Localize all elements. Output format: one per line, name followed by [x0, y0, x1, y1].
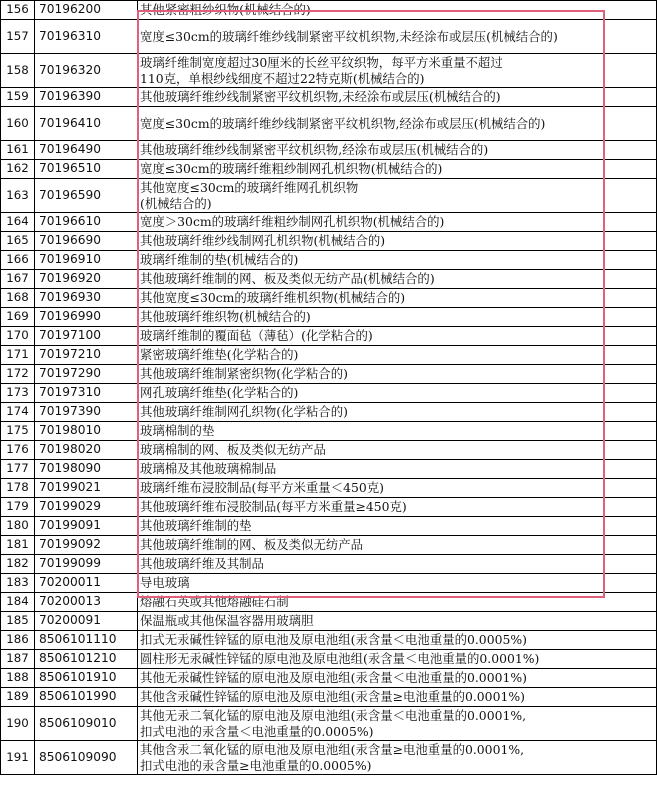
hs-code-cell: 8506101210 — [35, 650, 138, 669]
table-row — [1, 384, 657, 403]
row-number-cell: 161 — [1, 141, 35, 160]
description-cell: 其他玻璃纤维布浸胶制品(每平方米重量≥450克) — [138, 498, 657, 517]
description-cell: 其他玻璃纤维纱线制网孔机织物(机械结合的) — [138, 232, 657, 251]
row-number-cell: 183 — [1, 574, 35, 593]
hs-code-cell: 70196590 — [35, 179, 138, 213]
hs-code-cell: 70196390 — [35, 88, 138, 107]
table-row — [1, 327, 657, 346]
row-number-cell: 160 — [1, 107, 35, 141]
table-body — [1, 1, 657, 775]
row-number-cell: 172 — [1, 365, 35, 384]
hs-code-cell: 8506109010 — [35, 707, 138, 741]
hs-code-cell: 70200013 — [35, 593, 138, 612]
description-cell: 熔融石英或其他熔融硅石制 — [138, 593, 657, 612]
table-row — [1, 20, 657, 54]
description-cell: 导电玻璃 — [138, 574, 657, 593]
table-row — [1, 88, 657, 107]
row-number-cell: 163 — [1, 179, 35, 213]
table-row — [1, 160, 657, 179]
description-cell: 网孔玻璃纤维垫(化学粘合的) — [138, 384, 657, 403]
hs-code-cell: 70199029 — [35, 498, 138, 517]
hs-code-cell: 70196490 — [35, 141, 138, 160]
description-cell: 其他玻璃纤维纱线制紧密平纹机织物,经涂布或层压(机械结合的) — [138, 141, 657, 160]
hs-code-cell: 70197210 — [35, 346, 138, 365]
hs-code-cell: 70200011 — [35, 574, 138, 593]
table-row — [1, 365, 657, 384]
row-number-cell: 189 — [1, 688, 35, 707]
table-row — [1, 1, 657, 20]
hs-code-cell: 70199092 — [35, 536, 138, 555]
row-number-cell: 156 — [1, 1, 35, 20]
description-cell: 保温瓶或其他保温容器用玻璃胆 — [138, 612, 657, 631]
hs-code-cell: 70199099 — [35, 555, 138, 574]
hs-code-cell: 70197310 — [35, 384, 138, 403]
hs-code-cell: 8506101990 — [35, 688, 138, 707]
description-cell: 宽度≤30cm的玻璃纤维纱线制紧密平纹机织物,未经涂布或层压(机械结合的) — [138, 20, 657, 54]
description-cell: 其他无汞二氧化锰的原电池及原电池组(汞含量＜电池重量的0.0001%, 扣式电池的汞含量＜电池重量的0.0005%) — [138, 707, 657, 741]
row-number-cell: 177 — [1, 460, 35, 479]
description-cell: 玻璃棉及其他玻璃棉制品 — [138, 460, 657, 479]
description-cell: 宽度＞30cm的玻璃纤维粗纱制网孔机织物(机械结合的) — [138, 213, 657, 232]
hs-code-cell: 70196920 — [35, 270, 138, 289]
row-number-cell: 181 — [1, 536, 35, 555]
table-row — [1, 536, 657, 555]
description-cell: 其他紧密粗纱织物(机械结合的) — [138, 1, 657, 20]
row-number-cell: 165 — [1, 232, 35, 251]
hs-code-cell: 70198010 — [35, 422, 138, 441]
hs-code-cell: 70197390 — [35, 403, 138, 422]
hs-code-cell: 8506101110 — [35, 631, 138, 650]
row-number-cell: 178 — [1, 479, 35, 498]
table-row — [1, 289, 657, 308]
table-row — [1, 688, 657, 707]
row-number-cell: 170 — [1, 327, 35, 346]
hs-code-cell: 70198090 — [35, 460, 138, 479]
row-number-cell: 191 — [1, 741, 35, 775]
hs-code-cell: 70197100 — [35, 327, 138, 346]
hs-code-cell: 8506101910 — [35, 669, 138, 688]
table-row — [1, 441, 657, 460]
description-cell: 其他宽度≤30cm的玻璃纤维网孔机织物 (机械结合的) — [138, 179, 657, 213]
row-number-cell: 188 — [1, 669, 35, 688]
row-number-cell: 171 — [1, 346, 35, 365]
hs-code-cell: 8506109090 — [35, 741, 138, 775]
table-row — [1, 741, 657, 775]
row-number-cell: 166 — [1, 251, 35, 270]
description-cell: 其他宽度≤30cm的玻璃纤维机织物(机械结合的) — [138, 289, 657, 308]
table-row — [1, 707, 657, 741]
description-cell: 紧密玻璃纤维垫(化学粘合的) — [138, 346, 657, 365]
table-row — [1, 270, 657, 289]
row-number-cell: 182 — [1, 555, 35, 574]
row-number-cell: 184 — [1, 593, 35, 612]
table-row — [1, 107, 657, 141]
row-number-cell: 174 — [1, 403, 35, 422]
description-cell: 其他玻璃纤维制网孔织物(化学粘合的) — [138, 403, 657, 422]
hs-code-cell: 70196410 — [35, 107, 138, 141]
description-cell: 其他玻璃纤维及其制品 — [138, 555, 657, 574]
row-number-cell: 187 — [1, 650, 35, 669]
description-cell: 玻璃纤维制的垫(机械结合的) — [138, 251, 657, 270]
description-cell: 其他无汞碱性锌锰的原电池及原电池组(汞含量＜电池重量的0.0001%) — [138, 669, 657, 688]
description-cell: 其他玻璃纤维纱线制紧密平纹机织物,未经涂布或层压(机械结合的) — [138, 88, 657, 107]
description-cell: 宽度≤30cm的玻璃纤维粗纱制网孔机织物(机械结合的) — [138, 160, 657, 179]
table-row — [1, 232, 657, 251]
description-cell: 宽度≤30cm的玻璃纤维纱线制紧密平纹机织物,经涂布或层压(机械结合的) — [138, 107, 657, 141]
description-cell: 其他玻璃纤维织物(机械结合的) — [138, 308, 657, 327]
row-number-cell: 176 — [1, 441, 35, 460]
table-row — [1, 403, 657, 422]
row-number-cell: 173 — [1, 384, 35, 403]
description-cell: 其他含汞二氧化锰的原电池及原电池组(汞含量≥电池重量的0.0001%, 扣式电池的汞含量≥电池重量的0.0005%) — [138, 741, 657, 775]
description-cell: 其他玻璃纤维制紧密织物(化学粘合的) — [138, 365, 657, 384]
description-cell: 玻璃纤维制的覆面毡（薄毡）(化学粘合的) — [138, 327, 657, 346]
description-cell: 圆柱形无汞碱性锌锰的原电池及原电池组(汞含量＜电池重量的0.0001%) — [138, 650, 657, 669]
hs-code-cell: 70196310 — [35, 20, 138, 54]
table-row — [1, 498, 657, 517]
row-number-cell: 190 — [1, 707, 35, 741]
table-row — [1, 460, 657, 479]
description-cell: 玻璃棉制的网、板及类似无纺产品 — [138, 441, 657, 460]
hs-code-cell: 70200091 — [35, 612, 138, 631]
row-number-cell: 186 — [1, 631, 35, 650]
hs-code-cell: 70197290 — [35, 365, 138, 384]
description-cell: 玻璃纤维制宽度超过30厘米的长丝平纹织物，每平方米重量不超过 110克，单根纱线细度不超过22特克斯(机械结合的) — [138, 54, 657, 88]
table-row — [1, 422, 657, 441]
hs-code-cell: 70196320 — [35, 54, 138, 88]
row-number-cell: 168 — [1, 289, 35, 308]
table-row — [1, 479, 657, 498]
table-row — [1, 346, 657, 365]
table-row — [1, 251, 657, 270]
description-cell: 玻璃纤维布浸胶制品(每平方米重量＜450克) — [138, 479, 657, 498]
table-row — [1, 308, 657, 327]
hs-code-cell: 70196610 — [35, 213, 138, 232]
table-row — [1, 669, 657, 688]
description-cell: 其他含汞碱性锌锰的原电池及原电池组(汞含量≥电池重量的0.0001%) — [138, 688, 657, 707]
description-cell: 扣式无汞碱性锌锰的原电池及原电池组(汞含量＜电池重量的0.0005%) — [138, 631, 657, 650]
hs-code-cell: 70196910 — [35, 251, 138, 270]
hs-code-cell: 70199021 — [35, 479, 138, 498]
row-number-cell: 164 — [1, 213, 35, 232]
table-row — [1, 650, 657, 669]
description-cell: 其他玻璃纤维制的网、板及类似无纺产品(机械结合的) — [138, 270, 657, 289]
table-row — [1, 213, 657, 232]
table-row — [1, 141, 657, 160]
table-row — [1, 179, 657, 213]
table-row — [1, 593, 657, 612]
table-row — [1, 612, 657, 631]
table-row — [1, 517, 657, 536]
hs-code-cell: 70196690 — [35, 232, 138, 251]
row-number-cell: 162 — [1, 160, 35, 179]
hs-code-cell: 70196510 — [35, 160, 138, 179]
table-row — [1, 574, 657, 593]
row-number-cell: 180 — [1, 517, 35, 536]
table-row — [1, 631, 657, 650]
hs-code-cell: 70196930 — [35, 289, 138, 308]
description-cell: 其他玻璃纤维制的网、板及类似无纺产品 — [138, 536, 657, 555]
row-number-cell: 175 — [1, 422, 35, 441]
row-number-cell: 179 — [1, 498, 35, 517]
description-cell: 其他玻璃纤维制的垫 — [138, 517, 657, 536]
row-number-cell: 158 — [1, 54, 35, 88]
row-number-cell: 157 — [1, 20, 35, 54]
table-row — [1, 555, 657, 574]
hs-code-cell: 70199091 — [35, 517, 138, 536]
row-number-cell: 167 — [1, 270, 35, 289]
row-number-cell: 169 — [1, 308, 35, 327]
table-row — [1, 54, 657, 88]
hs-code-cell: 70196200 — [35, 1, 138, 20]
row-number-cell: 185 — [1, 612, 35, 631]
description-cell: 玻璃棉制的垫 — [138, 422, 657, 441]
row-number-cell: 159 — [1, 88, 35, 107]
hs-code-cell: 70196990 — [35, 308, 138, 327]
hs-code-cell: 70198020 — [35, 441, 138, 460]
